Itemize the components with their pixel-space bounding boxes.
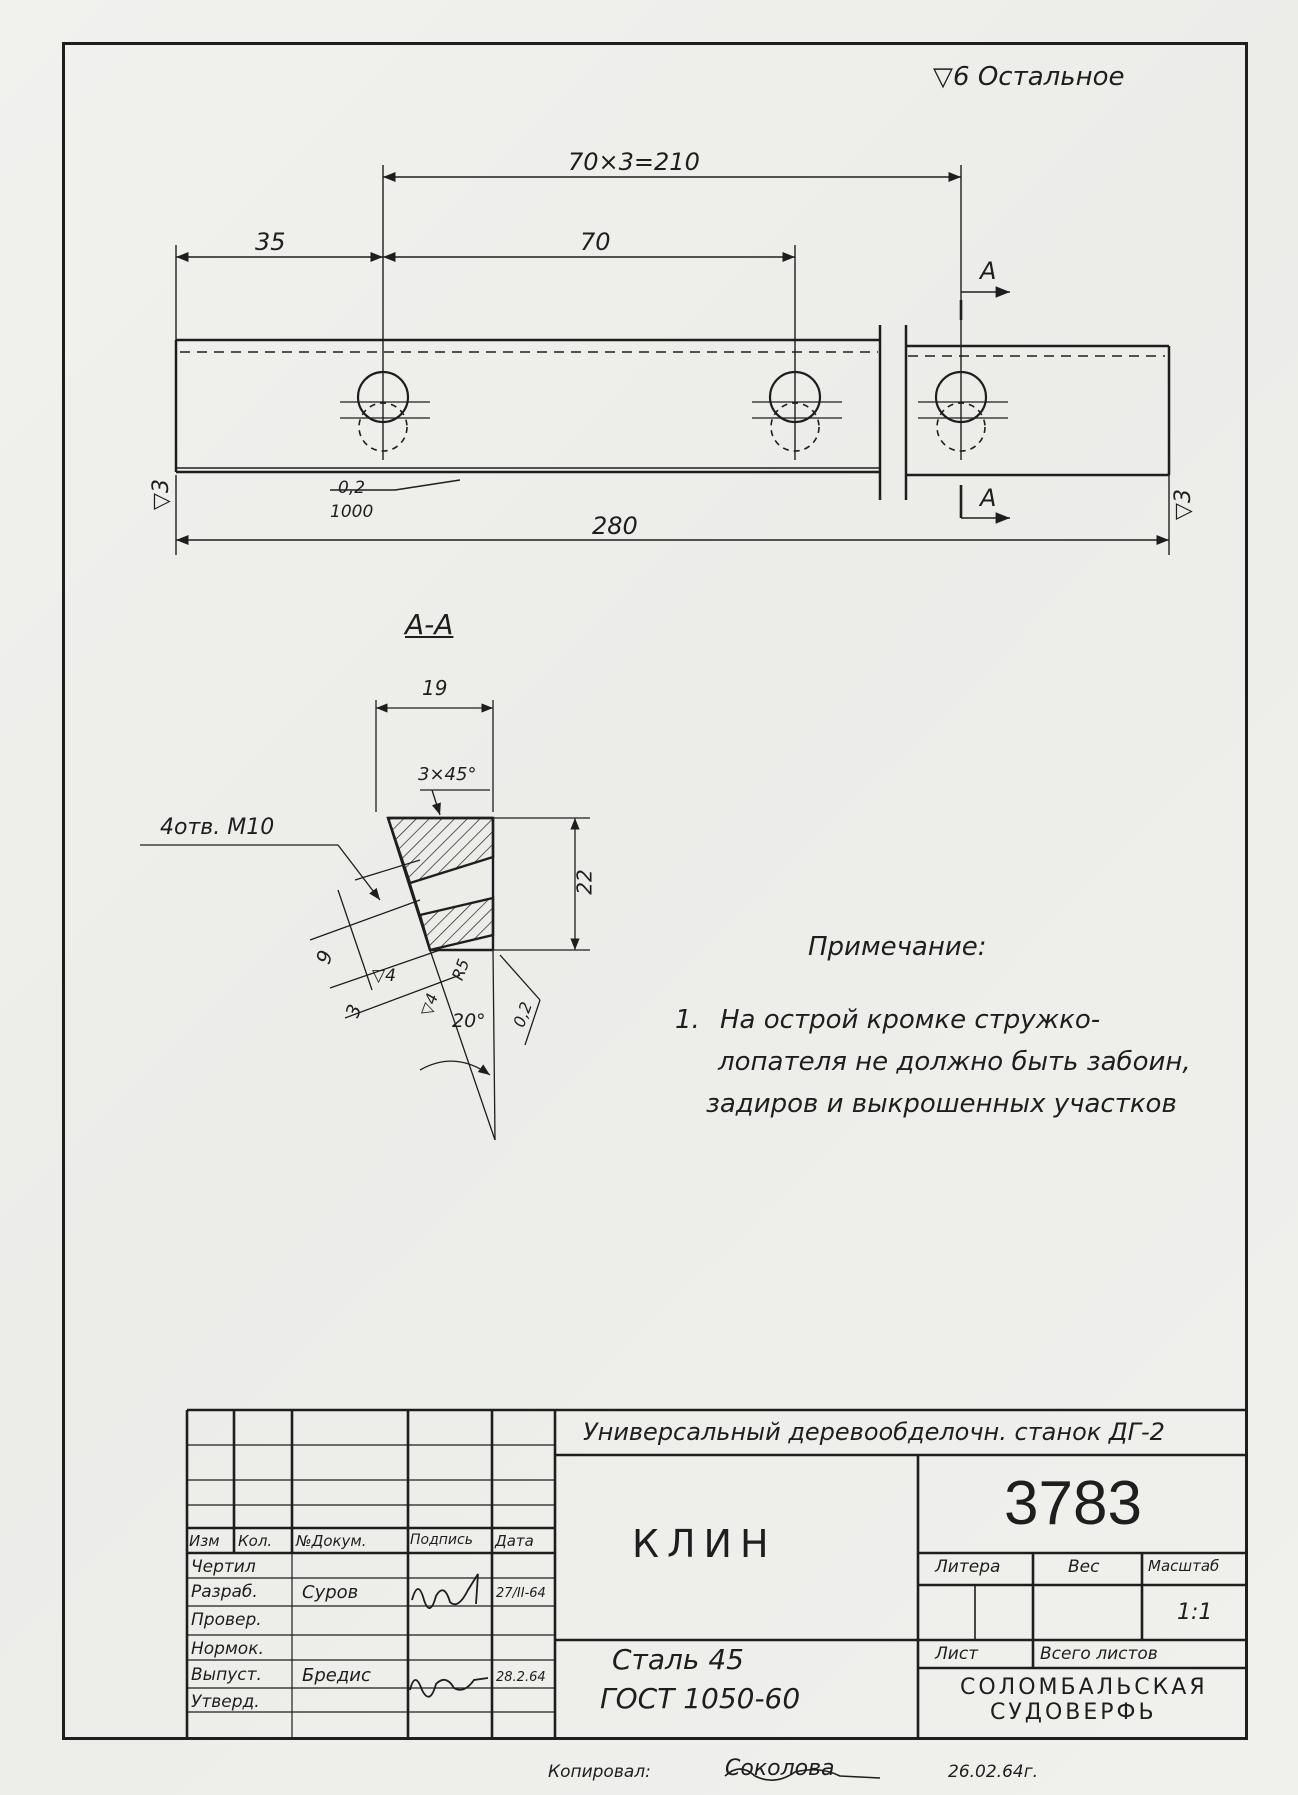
hidden-line: [180, 352, 1165, 356]
dim-length: 280: [592, 512, 638, 540]
copied-date: 26.02.64г.: [948, 1762, 1039, 1782]
straightness-num: 0,2: [338, 478, 366, 498]
hdr-doc: №Докум.: [296, 1532, 367, 1550]
roughness-left: ▽3: [148, 479, 174, 510]
label-ves: Вес: [1068, 1557, 1100, 1577]
hdr-kol: Кол.: [238, 1532, 273, 1550]
section-chamfer: 3×45°: [418, 764, 477, 785]
material-line-1: Сталь 45: [612, 1643, 744, 1676]
section-title: А-А: [405, 608, 454, 641]
section-hatch-lower: [420, 898, 493, 950]
dim-left-offset: 35: [255, 228, 286, 256]
section-hatch-upper: [388, 818, 493, 883]
label-scale: Масштаб: [1148, 1557, 1220, 1575]
signature-razrab: [412, 1574, 478, 1608]
section-height: 22: [572, 869, 597, 895]
section-dim-3: 3: [341, 1001, 367, 1021]
cut-label-bottom: А: [980, 484, 997, 512]
notes-line-3: задиров и выкрошенных участков: [706, 1089, 1177, 1119]
role-normok: Нормок.: [191, 1639, 264, 1659]
label-litera: Литера: [935, 1557, 1001, 1577]
part-name: КЛИН: [632, 1522, 777, 1566]
company-line-2: СУДОВЕРФЬ: [990, 1700, 1157, 1725]
copied-label: Копировал:: [548, 1762, 651, 1782]
section-holes: 4отв. М10: [160, 815, 275, 840]
surface-symbol: ▽: [933, 62, 953, 92]
cut-label-top: А: [980, 257, 997, 285]
surface-note: Остальное: [977, 62, 1125, 92]
notes-item-number: 1.: [675, 1005, 700, 1035]
signature-vypust: [410, 1678, 488, 1697]
copied-by: Соколова: [725, 1756, 835, 1781]
section-view: [388, 818, 493, 950]
label-total-sheets: Всего листов: [1040, 1644, 1158, 1664]
role-razrab: Разраб.: [191, 1582, 258, 1602]
hdr-sign: Подпись: [410, 1532, 473, 1548]
company-line-1: СОЛОМБАЛЬСКАЯ: [960, 1675, 1208, 1700]
section-width: 19: [422, 676, 448, 700]
product-name: Универсальный деревообделочн. станок ДГ-2: [583, 1418, 1165, 1446]
label-sheet: Лист: [935, 1644, 979, 1664]
center-lines: [340, 402, 1008, 418]
notes-line-1: На острой кромке стружко-: [720, 1005, 1101, 1035]
section-edge: 0,2: [509, 999, 537, 1030]
role-utverd: Утверд.: [191, 1692, 260, 1712]
notes-line-2: лопателя не должно быть забоин,: [718, 1047, 1191, 1077]
section-radius: R5: [448, 956, 474, 983]
hdr-date: Дата: [495, 1532, 534, 1550]
dim-pitch-total: 70×3=210: [568, 148, 700, 176]
material-line-2: ГОСТ 1050-60: [600, 1682, 801, 1715]
date-razrab: 27/II-64: [496, 1586, 546, 1601]
section-dim-9: 9: [310, 946, 338, 968]
notes-heading: Примечание:: [808, 932, 987, 962]
hdr-izm: Изм: [189, 1532, 220, 1550]
role-chertil: Чертил: [191, 1557, 256, 1577]
dim-pitch: 70: [580, 228, 611, 256]
section-dimensions: [140, 700, 590, 1140]
person-razrab: Суров: [302, 1582, 359, 1603]
surface-finish-note: [933, 62, 1125, 92]
roughness-right: ▽3: [1170, 489, 1196, 520]
holes: [358, 372, 986, 451]
section-angle: 20°: [452, 1010, 486, 1032]
role-prover: Провер.: [191, 1610, 262, 1630]
person-vypust: Бредис: [302, 1665, 371, 1686]
straightness-den: 1000: [330, 502, 374, 522]
drawing-number: 3783: [1004, 1469, 1142, 1538]
section-rough-4a: ▽4: [372, 966, 396, 986]
date-vypust: 28.2.64: [496, 1670, 546, 1685]
role-vypust: Выпуст.: [191, 1665, 262, 1685]
surface-value: 6: [953, 62, 970, 92]
section-rough-4b: ▽4: [416, 990, 443, 1019]
scale-value: 1:1: [1177, 1600, 1213, 1625]
dimension-lines: [176, 165, 1169, 555]
